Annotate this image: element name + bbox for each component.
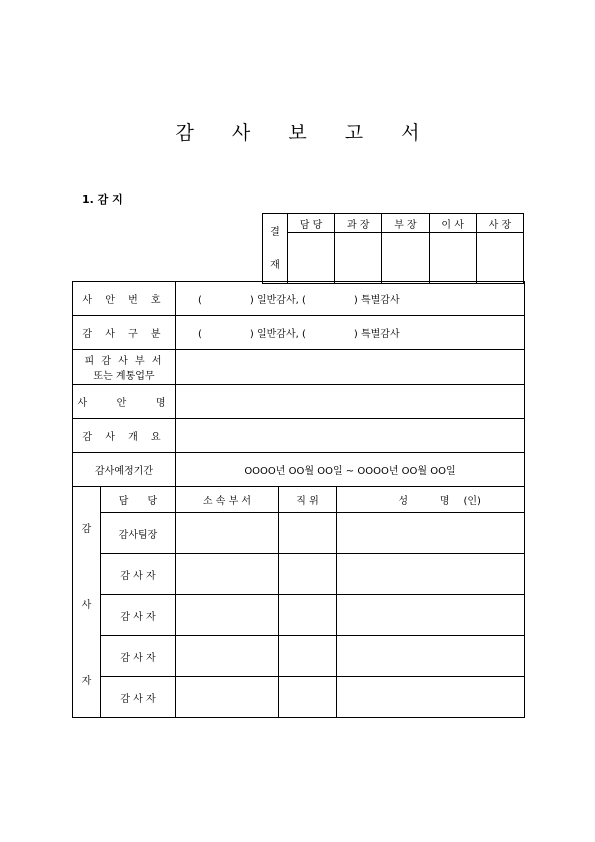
approval-header-section-chief: 과 장: [335, 214, 382, 233]
approval-header-dept-head: 부 장: [382, 214, 429, 233]
case-name-field[interactable]: [176, 385, 525, 419]
audit-period-label: 감사예정기간: [73, 453, 176, 487]
auditor-role: 감 사 자: [101, 595, 176, 636]
auditor-position-field[interactable]: [279, 595, 337, 636]
auditor-role: 감 사 자: [101, 554, 176, 595]
auditors-header-seal: (인): [460, 487, 525, 513]
audit-main-table: [72, 281, 525, 718]
auditor-dept-field[interactable]: [176, 677, 279, 718]
auditors-header-role: 담 당: [101, 487, 176, 513]
approval-sign-president[interactable]: [476, 233, 523, 284]
auditor-name-field[interactable]: [337, 554, 525, 595]
auditor-role: 감사팀장: [101, 513, 176, 554]
approval-sign-dept-head[interactable]: [382, 233, 429, 284]
approval-header-president: 사 장: [476, 214, 523, 233]
approval-sign-staff[interactable]: [288, 233, 335, 284]
section-heading: 1. 감 지: [82, 193, 123, 206]
auditor-name-field[interactable]: [337, 595, 525, 636]
approval-sign-director[interactable]: [429, 233, 476, 284]
audit-type-field[interactable]: ( ) 일반감사, ( ) 특별감사: [176, 316, 525, 350]
auditor-dept-field[interactable]: [176, 636, 279, 677]
approval-side-label: 결 재: [263, 214, 288, 284]
approval-header-director: 이 사: [429, 214, 476, 233]
case-number-field[interactable]: ( ) 일반감사, ( ) 특별감사: [176, 282, 525, 316]
auditor-dept-field[interactable]: [176, 595, 279, 636]
audit-overview-label: 감 사 개 요: [73, 419, 176, 453]
auditor-role: 감 사 자: [101, 636, 176, 677]
auditor-dept-field[interactable]: [176, 513, 279, 554]
auditor-row: [73, 554, 525, 595]
auditor-row: [73, 595, 525, 636]
auditor-position-field[interactable]: [279, 636, 337, 677]
auditor-dept-field[interactable]: [176, 554, 279, 595]
approval-header-staff: 담 당: [288, 214, 335, 233]
auditor-position-field[interactable]: [279, 554, 337, 595]
approval-table: [262, 213, 524, 284]
audit-period-field[interactable]: OOOO년 OO월 OO일 ~ OOOO년 OO월 OO일: [176, 453, 525, 487]
approval-sign-section-chief[interactable]: [335, 233, 382, 284]
auditors-header-name: 성 명: [337, 487, 460, 513]
case-name-label: 사 안 명: [73, 385, 176, 419]
auditors-header-dept: 소 속 부 서: [176, 487, 279, 513]
auditor-position-field[interactable]: [279, 513, 337, 554]
auditor-row: [73, 513, 525, 554]
auditor-row: [73, 677, 525, 718]
auditor-name-field[interactable]: [337, 513, 525, 554]
case-number-label: 사 안 번 호: [73, 282, 176, 316]
document-title: 감 사 보 고 서: [175, 122, 436, 144]
audit-overview-field[interactable]: [176, 419, 525, 453]
auditor-row: [73, 636, 525, 677]
auditor-position-field[interactable]: [279, 677, 337, 718]
auditor-role: 감 사 자: [101, 677, 176, 718]
auditor-name-field[interactable]: [337, 636, 525, 677]
audited-dept-field[interactable]: [176, 350, 525, 385]
audited-dept-label: 피 감 사 부 서 또는 계통업무: [73, 350, 176, 385]
auditors-header-position: 직 위: [279, 487, 337, 513]
auditors-side-label: 감 사 자: [73, 487, 101, 718]
audit-type-label: 감 사 구 분: [73, 316, 176, 350]
auditor-name-field[interactable]: [337, 677, 525, 718]
